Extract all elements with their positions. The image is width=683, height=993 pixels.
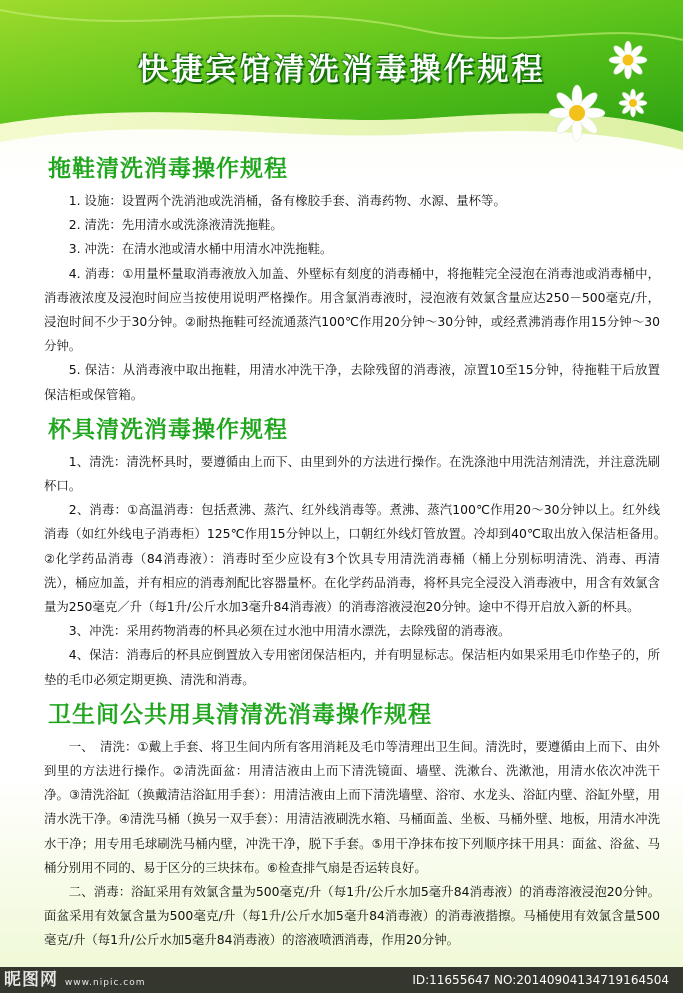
paragraph: 3、冲洗：采用药物消毒的杯具必须在过水池中用清水漂洗，去除残留的消毒液。 [68, 623, 511, 639]
watermark-id: ID:11655647 NO:20140904134719164504 [412, 973, 669, 987]
paragraph: 1、清洗：清洗杯具时，要遵循由上而下、由里到外的方法进行操作。在洗涤池中用洗洁剂清洗，并注意洗刷杯口。 [44, 453, 660, 494]
daisy-flower-icon [618, 88, 648, 118]
header-banner [0, 0, 683, 150]
section-heading: 杯具清洗消毒操作规程 [48, 416, 288, 443]
watermark-bar [0, 967, 683, 993]
paragraph: 4、保洁：消毒后的杯具应倒置放入专用密闭保洁柜内，并有明显标志。保洁柜内如果采用毛巾作垫子的，所垫的毛巾必须定期更换、清洗和消毒。 [44, 647, 660, 687]
section-bathroom [44, 696, 660, 953]
paragraph: 1. 设施：设置两个洗消池或洗消桶，备有橡胶手套、消毒药物、水源、量杯等。 [68, 193, 506, 208]
daisy-flower-icon [608, 40, 648, 80]
section-cups [44, 411, 673, 692]
paragraph: 2. 清洗：先用清水或洗涤液清洗拖鞋。 [68, 217, 283, 233]
daisy-flower-icon [548, 84, 606, 142]
paragraph: 3. 冲洗：在清水池或清水桶中用清水冲洗拖鞋。 [68, 241, 333, 257]
poster-title: 快捷宾馆清洗消毒操作规程 [137, 52, 546, 88]
section-slippers [44, 150, 660, 407]
watermark-logo: 昵图网 www.nipic.com [4, 970, 146, 990]
paragraph: 一、 清洗：①戴上手套、将卫生间内所有客用消耗及毛巾等清理出卫生间。清洗时，要遵循由上而下、由外到里的方法进行操作。②清洗面盆：用清洁液由上而下清洗镜面、墙壁、洗漱台、洗漱池，用清水依次冲洗干净。③清洗浴缸（换戴清洁浴缸用手套）：用清洁液由上而下清洗墙壁、浴帘、水龙头、浴缸内壁、浴缸外壁，用清水洗干净。④清洗马桶（换另一双手套）：用清洁液刷洗水箱、马桶面盖、坐板、马桶外壁、地板，用清水冲洗水干净；用专用毛球刷洗马桶内壁，冲洗干净，脱下手套。⑤用干净抹布按下列顺序抹干用具：面盆、浴盆、马桶分别用不同的、易于区分的三块抹布。⑥检查排气扇是否运转良好。 [44, 738, 660, 875]
section-heading: 卫生间公共用具清清洗消毒操作规程 [48, 701, 432, 728]
paragraph: 二、消毒：浴缸采用有效氯含量为500毫克/升（每1升/公斤水加5毫升84消毒液）的消毒溶液浸泡20分钟。面盆采用有效氯含量为500毫克/升（每1升/公斤水加5毫升84消毒液）的消毒液揩擦。马桶使用有效氯含量500毫克/升（每1升/公斤水加5毫升84消毒液）的溶液喷洒消毒，作用20分钟。 [44, 884, 660, 948]
paragraph: 5. 保洁：从消毒液中取出拖鞋，用清水冲洗干净，去除残留的消毒液，凉置10至15分钟，待拖鞋干后放置保洁柜或保管箱。 [44, 362, 660, 402]
content-body [44, 146, 673, 953]
paragraph: 4. 消毒：①用量杯量取消毒液放入加盖、外壁标有刻度的消毒桶中，将拖鞋完全浸泡在消毒池或消毒桶中，消毒液浓度及浸泡时间应当按使用说明严格操作。用含氯消毒液时，浸泡液有效氯含量应达250－500毫克/升，浸泡时间不少于30分钟。②耐热拖鞋可经流通蒸汽100℃作用20分钟～30分钟，或经煮沸消毒作用15分钟～30分钟。 [44, 265, 660, 354]
paragraph: 2、消毒：①高温消毒：包括煮沸、蒸汽、红外线消毒等。煮沸、蒸汽100℃作用20～30分钟以上。红外线消毒（如红外线电子消毒柜）125℃作用15分钟以上，口朝红外线灯管放置。冷却到40℃取出放入保洁柜备用。 ②化学药品消毒（84消毒液）：消毒时至少应设有3个饮具专用清洗消毒桶（桶上分别标明清洗、消毒、再清洗），桶应加盖，并有相应的消毒剂配比容器量杯。在化学药品消毒，将杯具完全浸没入消毒液中，用含有效氯含量为250毫克／升（每1升/公斤水加3毫升84消毒液）的消毒溶液浸泡20分钟。途中不得开启放入新的杯具。 [44, 502, 673, 615]
section-heading: 拖鞋清洗消毒操作规程 [48, 156, 288, 182]
